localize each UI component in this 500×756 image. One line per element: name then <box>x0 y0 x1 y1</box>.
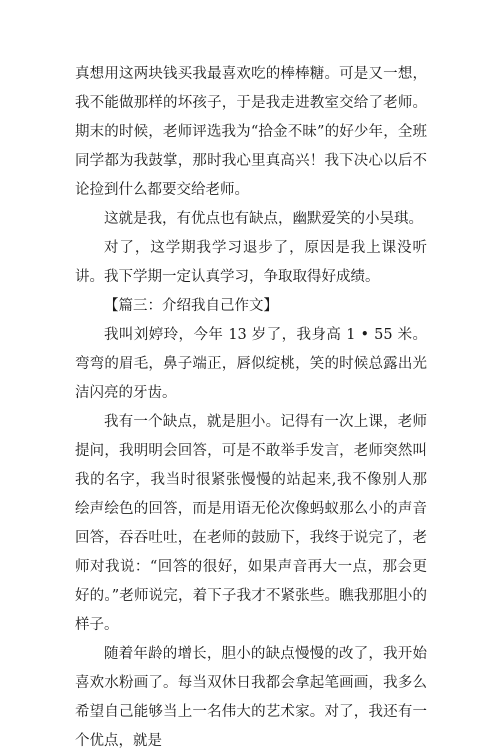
section-heading: 【篇三：介绍我自己作文】 <box>104 298 278 314</box>
paragraph-growth: 随着年龄的增长，胆小的缺点慢慢的改了，我开始喜欢水粉画了。每当双休日我都会拿起笔画画，我多么希望自己能够当上一名伟大的艺术家。对了，我还有一个优点，就是 <box>75 646 427 749</box>
paragraph-study: 对了，这学期我学习退步了，原因是我上课没听讲。我下学期一定认真学习，争取取得好成绩。 <box>75 240 427 285</box>
paragraph-summary: 这就是我，有优点也有缺点，幽默爱笑的小吴琪。 <box>104 211 423 227</box>
paragraph-shy: 我有一个缺点，就是胆小。记得有一次上课，老师提问，我明明会回答，可是不敢举手发言，老师突然叫我的名字，我当时很紧张慢慢的站起来,我不像别人那绘声绘色的回答，而是用语无伦次像蚂蚁那么小的声音回答，吞吞吐吐，在老师的鼓励下，我终于说完了，老师对我说：“回答的很好，如果声音再大一点，那会更好的。”老师说完，着下子我才不紧张些。瞧我那胆小的样子。 <box>75 414 427 633</box>
document-page <box>75 60 427 756</box>
paragraph-continued: 真想用这两块钱买我最喜欢吃的棒棒糖。可是又一想，我不能做那样的坏孩子，于是我走进教室交给了老师。期末的时候，老师评选我为“拾金不昧”的好少年，全班同学都为我鼓掌，那时我心里真高兴！我下决心以后不论捡到什么都要交给老师。 <box>75 66 427 198</box>
paragraph-intro: 我叫刘婷玲，今年 13 岁了，我身高 1 • 55 米。弯弯的眉毛，鼻子端正，唇似绽桃，笑的时候总露出光洁闪亮的牙齿。 <box>75 327 427 401</box>
